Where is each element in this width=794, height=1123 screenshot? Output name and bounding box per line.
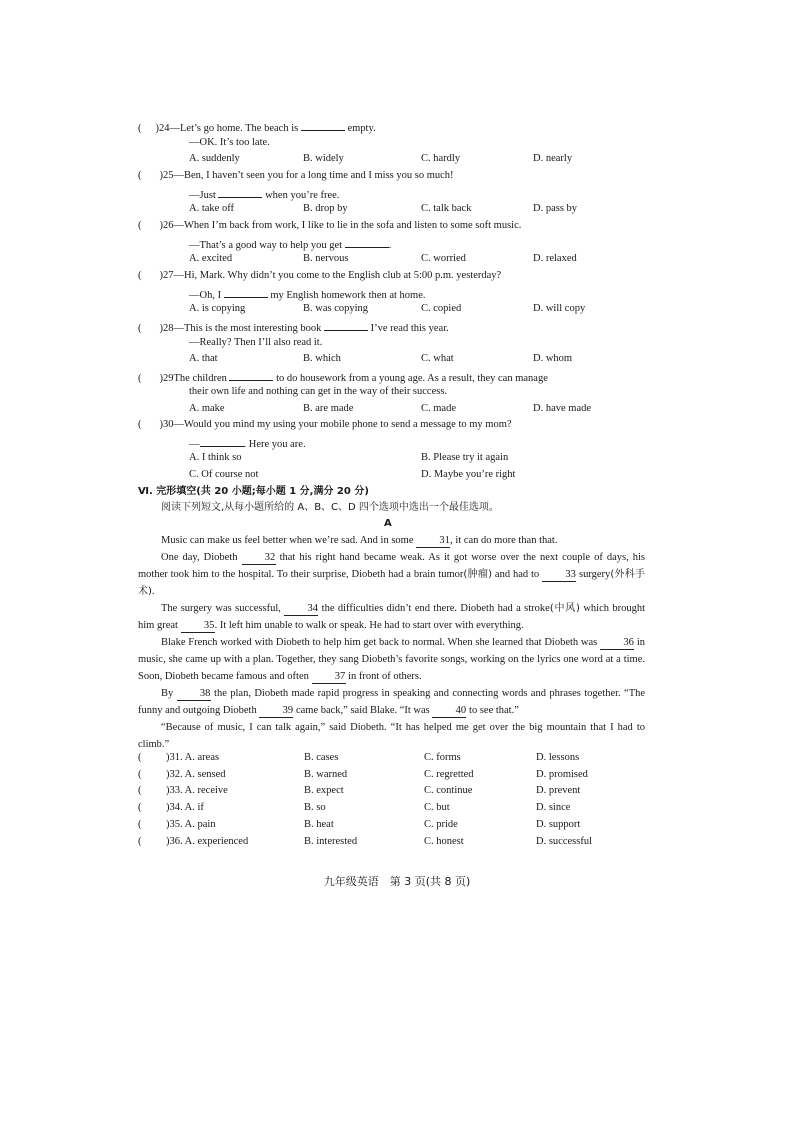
option-d: D. since [536,802,571,813]
question-stem: —Would you mind my using your mobile phone to send a message to my mom? [173,419,512,430]
options-25 [189,202,639,216]
passage-paragraph-6: “Because of music, I can talk again,” said Diobeth. “It has helped me get over the big mountain that I had to climb.” [138,722,645,750]
cloze-question-31 [138,751,648,765]
question-stem: —Ben, I haven’t seen you for a long time and I miss you so much! [173,170,454,181]
passage-paragraph-5 [138,685,645,719]
reply-start: —That’s a good way to help you get [189,240,343,251]
option-b: B. widely [303,153,344,164]
option-d: D. support [536,819,581,830]
text: Music can make us feel better when we’re sad. And in some [161,535,414,546]
option-c: C. made [421,403,456,414]
paren-open: ( [138,802,142,813]
option-a: A. suddenly [189,153,240,164]
option-d: D. nearly [533,153,573,164]
cloze-question-35 [138,818,648,832]
text: in front of others. [348,671,422,682]
question-number: 24 [159,123,170,134]
option-d: D. successful [536,836,592,847]
option-c: C. pride [424,819,458,830]
text: in music, she came up with a plan. Together, they sang Diobeth’s favorite songs, working on the lyrics one word at a time. Soon, Diobeth became famous and often [138,637,646,682]
question-27 [138,269,501,283]
paren-close: ) [159,220,163,231]
option-b: B. which [303,353,341,364]
text: The surgery was successful, [161,603,281,614]
cloze-question-32 [138,768,648,782]
text: . [151,586,155,597]
question-stem-end: to do housework from a young age. As a result, they can manage [276,373,548,384]
question-reply: —Really? Then I’ll also read it. [189,337,323,348]
option-c: C. but [424,802,450,813]
answer-blank [301,119,345,131]
chinese-gloss: (肿瘤) [463,569,492,580]
option-d: D. have made [533,403,592,414]
options-26 [189,252,639,266]
reply-end: . [388,240,392,251]
text: to see that.” [469,705,519,716]
blank-35: 35 [181,620,215,633]
paren-open: ( [138,752,142,763]
question-number: 27 [163,270,174,281]
option-b: B. Please try it again [421,452,509,463]
options-27 [189,302,639,316]
option-d: D. prevent [536,785,581,796]
question-26 [138,219,521,233]
options-24 [189,152,639,166]
question-reply [189,286,426,303]
chinese-gloss: (外科手术) [138,569,646,597]
text: Blake French worked with Diobeth to help him get back to normal. When she learned that Diobeth was [161,637,598,648]
option-b: B. interested [304,836,358,847]
paren-close: ) [159,170,163,181]
option-a: )31. A. areas [166,752,220,763]
question-number: 28 [163,323,174,334]
option-d: D. lessons [536,752,580,763]
reply-start: —Just [189,190,216,201]
cloze-question-36 [138,835,648,849]
cloze-question-33 [138,784,648,798]
options-29 [189,402,639,416]
answer-blank [229,369,273,381]
option-b: B. expect [304,785,344,796]
options-28 [189,352,639,366]
option-a: )33. A. receive [166,785,228,796]
question-29 [138,369,548,386]
blank-32: 32 [242,552,276,565]
paren-open: ( [138,819,142,830]
text: By [161,688,174,699]
option-c: C. forms [424,752,461,763]
question-number: 26 [163,220,174,231]
paren-open: ( [138,785,142,796]
passage-paragraph-1 [138,532,645,549]
option-a: )32. A. sensed [166,769,226,780]
option-a: A. take off [189,203,234,214]
blank-34: 34 [284,603,318,616]
text: and had to [494,569,540,580]
question-stem: —When I’m back from work, I like to lie in the sofa and listen to some soft music. [173,220,522,231]
answer-blank [345,236,389,248]
option-c: C. regretted [424,769,474,780]
option-d: D. relaxed [533,253,577,264]
option-a: )35. A. pain [166,819,216,830]
option-c: C. continue [424,785,473,796]
reply-start: — [189,439,200,450]
options-30-row1 [189,451,639,465]
paren-open: ( [138,769,142,780]
blank-31: 31 [416,535,450,548]
paren-close: ) [159,373,163,384]
paren-close: ) [159,323,163,334]
text: . It left him unable to walk or speak. He had to start over with everything. [214,620,524,631]
options-30-row2 [189,468,639,482]
question-stem: The children [173,373,227,384]
blank-37: 37 [312,671,346,684]
question-reply: —OK. It’s too late. [189,137,270,148]
question-stem: —This is the most interesting book [173,323,322,334]
text: which brought him great [138,603,646,631]
option-b: B. warned [304,769,348,780]
passage-paragraph-4 [138,634,645,685]
option-a: A. make [189,403,225,414]
cloze-question-34 [138,801,648,815]
reply-end: when you’re free. [265,190,340,201]
reply-start: —Oh, I [189,290,222,301]
option-b: B. heat [304,819,334,830]
question-stem-line2: their own life and nothing can get in the way of their success. [189,386,448,397]
option-d: D. pass by [533,203,578,214]
blank-39: 39 [259,705,293,718]
question-number: 30 [163,419,174,430]
paren-open: ( [138,419,142,430]
paren-open: ( [138,123,142,134]
option-c: C. Of course not [189,469,259,480]
option-a: A. is copying [189,303,246,314]
option-a: A. excited [189,253,233,264]
option-b: B. nervous [303,253,349,264]
question-stem: —Hi, Mark. Why didn’t you come to the English club at 5:00 p.m. yesterday? [173,270,502,281]
text: that his right hand became weak. As it got worse over the next couple of days, his mother took him to the hospital. To their surprise, Diobeth had a brain tumor [138,552,646,580]
option-b: B. are made [303,403,354,414]
question-stem-end: I’ve read this year. [370,323,449,334]
blank-38: 38 [177,688,211,701]
paren-open: ( [138,373,142,384]
section-title: Ⅵ. 完形填空(共 20 小题;每小题 1 分,满分 20 分) [138,486,369,497]
option-b: B. so [304,802,326,813]
option-d: D. whom [533,353,573,364]
question-number: 25 [163,170,174,181]
blank-33: 33 [542,569,576,582]
answer-blank [218,186,262,198]
question-30 [138,418,512,432]
paren-open: ( [138,836,142,847]
paren-close: ) [159,270,163,281]
text: the difficulties didn’t end there. Diobeth had a stroke [321,603,550,614]
option-a: )34. A. if [166,802,204,813]
paren-open: ( [138,220,142,231]
text: the plan, Diobeth made rapid progress in speaking and connecting words and phrases together. “The funny and outgoing Diobeth [138,688,646,716]
question-reply [189,186,339,203]
paren-open: ( [138,323,142,334]
question-number: 29 [163,373,174,384]
option-c: C. copied [421,303,462,314]
question-24 [138,119,376,136]
answer-blank [324,319,368,331]
option-a: )36. A. experienced [166,836,249,847]
option-b: B. drop by [303,203,348,214]
option-a: A. that [189,353,218,364]
paren-open: ( [138,270,142,281]
passage-paragraph-2 [138,549,645,600]
text: One day, Diobeth [161,552,238,563]
blank-40: 40 [432,705,466,718]
question-28 [138,319,449,336]
section-instruction: 阅读下列短文,从每小题所给的 A、B、C、D 四个选项中选出一个最佳选项。 [161,502,499,513]
paren-close: ) [155,123,159,134]
option-c: C. worried [421,253,466,264]
reply-end: my English homework then at home. [270,290,426,301]
text: came back,” said Blake. “It was [295,705,430,716]
option-b: B. was copying [303,303,369,314]
page-footer: 九年级英语 第 3 页(共 8 页) [323,875,471,888]
option-c: C. honest [424,836,464,847]
option-c: C. hardly [421,153,461,164]
question-25 [138,169,454,183]
reply-end: . Here you are. [243,439,306,450]
passage-paragraph-3 [138,600,645,634]
blank-36: 36 [600,637,634,650]
question-reply [189,435,306,452]
option-d: D. promised [536,769,588,780]
paren-open: ( [138,170,142,181]
option-d: D. will copy [533,303,586,314]
chinese-gloss: (中风) [549,603,580,614]
question-stem: —Let’s go home. The beach is [169,123,299,134]
text: , it can do more than that. [450,535,558,546]
question-reply [189,236,391,253]
option-a: A. I think so [189,452,242,463]
paren-close: ) [159,419,163,430]
passage-label: A [384,518,392,529]
question-stem-end: empty. [347,123,376,134]
option-c: C. talk back [421,203,472,214]
answer-blank [224,286,268,298]
option-b: B. cases [304,752,339,763]
option-d: D. Maybe you’re right [421,469,516,480]
option-c: C. what [421,353,454,364]
answer-blank [200,435,244,447]
text: surgery [579,569,611,580]
